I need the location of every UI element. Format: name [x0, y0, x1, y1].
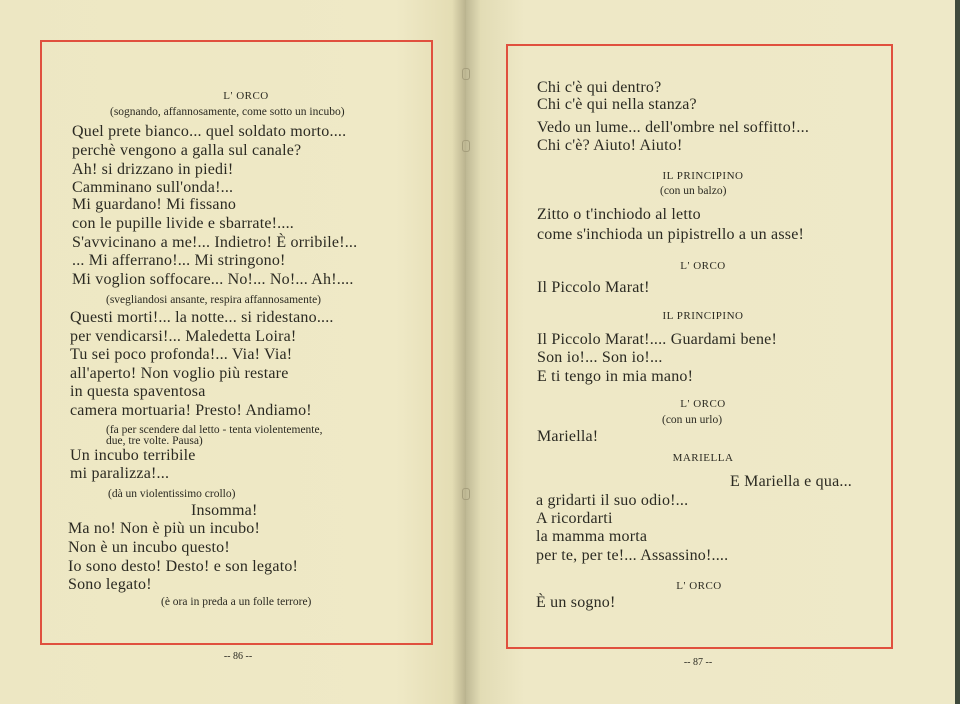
verse-line: Mi voglion soffocare... No!... No!... Ah!.... — [72, 271, 354, 288]
stage-direction: (è ora in preda a un folle terrore) — [161, 596, 312, 608]
verse-line: per vendicarsi!... Maledetta Loira! — [70, 328, 297, 345]
book-edge — [955, 0, 960, 704]
page-number: -- 86 -- — [223, 651, 253, 662]
speaker-name: L' ORCO — [680, 260, 726, 272]
verse-line: camera mortuaria! Presto! Andiamo! — [70, 402, 312, 419]
binding-stitch — [462, 68, 470, 80]
verse-line: Chi c'è qui dentro? — [537, 79, 662, 96]
verse-line: S'avvicinano a me!... Indietro! È orribile!... — [72, 234, 358, 251]
verse-line: E Mariella e qua... — [730, 473, 852, 490]
binding-stitch — [462, 140, 470, 152]
speaker-name: L' ORCO — [676, 580, 722, 592]
verse-line: Mariella! — [537, 428, 599, 445]
verse-line: Ma no! Non è più un incubo! — [68, 520, 261, 537]
speaker-name: MARIELLA — [672, 452, 734, 464]
verse-line: Il Piccolo Marat!.... Guardami bene! — [537, 331, 778, 348]
verse-line: Son io!... Son io!... — [537, 349, 663, 366]
binding-stitch — [462, 488, 470, 500]
verse-line: Questi morti!... la notte... si ridestano.... — [70, 309, 334, 326]
verse-line: Sono legato! — [68, 576, 152, 593]
verse-line: per te, per te!... Assassino!.... — [536, 547, 729, 564]
verse-line: in questa spaventosa — [70, 383, 206, 400]
verse-line: Vedo un lume... dell'ombre nel soffitto!... — [537, 119, 810, 136]
verse-line: Chi c'è qui nella stanza? — [537, 96, 697, 113]
verse-line: È un sogno! — [536, 594, 616, 611]
verse-line: perchè vengono a galla sul canale? — [72, 142, 302, 159]
verse-line: come s'inchioda un pipistrello a un asse! — [537, 226, 805, 243]
stage-direction: (fa per scendere dal letto - tenta violentemente, — [106, 424, 323, 436]
verse-line: mi paralizza!... — [70, 465, 170, 482]
verse-line: Chi c'è? Aiuto! Aiuto! — [537, 137, 683, 154]
verse-line: Insomma! — [191, 502, 258, 519]
verse-line: ... Mi afferrano!... Mi stringono! — [72, 252, 286, 269]
stage-direction: (con un balzo) — [660, 185, 727, 197]
page-number: -- 87 -- — [683, 657, 713, 668]
stage-direction: (con un urlo) — [662, 414, 723, 426]
verse-line: a gridarti il suo odio!... — [536, 492, 689, 509]
verse-line: con le pupille livide e sbarrate!.... — [72, 215, 294, 232]
speaker-name: L' ORCO — [223, 90, 269, 102]
verse-line: Il Piccolo Marat! — [537, 279, 650, 296]
verse-line: Mi guardano! Mi fissano — [72, 196, 237, 213]
verse-line: Ah! si drizzano in piedi! — [72, 161, 234, 178]
stage-direction: (svegliandosi ansante, respira affannosamente) — [106, 294, 322, 306]
stage-direction: (sognando, affannosamente, come sotto un incubo) — [110, 106, 345, 118]
stage-direction: (dà un violentissimo crollo) — [108, 488, 236, 500]
verse-line: Tu sei poco profonda!... Via! Via! — [70, 346, 293, 363]
verse-line: Io sono desto! Desto! e son legato! — [68, 558, 299, 575]
speaker-name: L' ORCO — [680, 398, 726, 410]
stage-direction: due, tre volte. Pausa) — [106, 435, 203, 447]
verse-line: A ricordarti — [536, 510, 613, 527]
verse-line: E ti tengo in mia mano! — [537, 368, 694, 385]
verse-line: all'aperto! Non voglio più restare — [70, 365, 289, 382]
verse-line: Zitto o t'inchiodo al letto — [537, 206, 701, 223]
speaker-name: IL PRINCIPINO — [662, 170, 744, 182]
verse-line: la mamma morta — [536, 528, 648, 545]
speaker-name: IL PRINCIPINO — [662, 310, 744, 322]
verse-line: Quel prete bianco... quel soldato morto.... — [72, 123, 347, 140]
verse-line: Non è un incubo questo! — [68, 539, 230, 556]
verse-line: Camminano sull'onda!... — [72, 179, 234, 196]
verse-line: Un incubo terribile — [70, 447, 196, 464]
